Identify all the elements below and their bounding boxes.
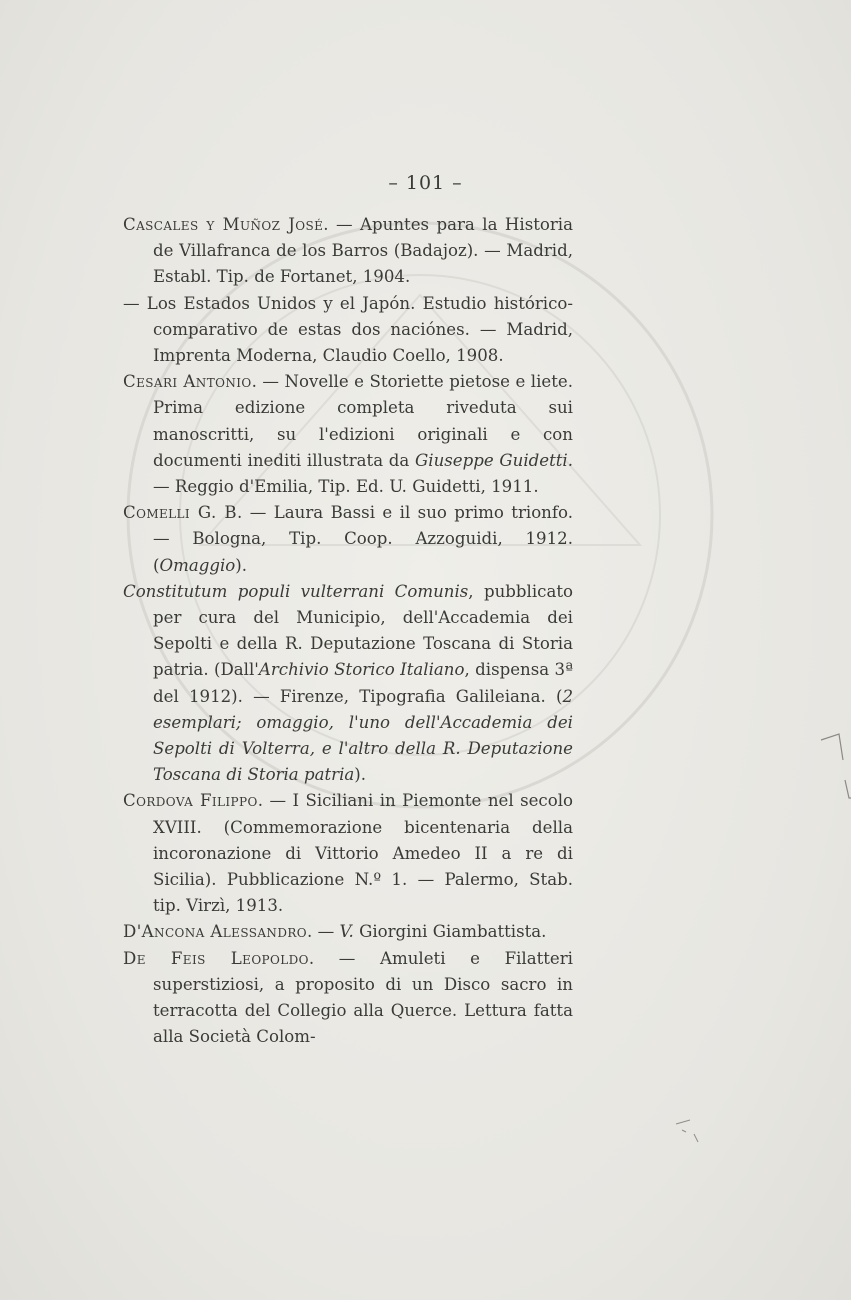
entry-comelli [123, 500, 573, 579]
entry-author: Comelli G. B [123, 503, 238, 523]
entry-note: 2 esemplari; omaggio, l'uno dell'Accademia dei Sepolti di Volterra, e l'altro della R. Deputazione Toscana di Storia patria [153, 686, 573, 785]
entry-italic: V. [339, 922, 354, 942]
bibliography-list [123, 212, 573, 1051]
entry-italic: Archivio Storico Italiano [258, 660, 465, 680]
entry-text: , pubblicato per cura del Municipio, dell'Accademia dei Sepolti e della R. Deputazione Toscana di Storia patria. (Dall' [153, 581, 573, 680]
entry-cesari [123, 369, 573, 500]
entry-italic: Giuseppe Guidetti. [415, 450, 573, 470]
entry-author: D'Ancona Alessandro [123, 922, 308, 942]
entry-title: Constitutum populi vulterrani Comunis [123, 581, 469, 601]
paper-speck [668, 1112, 708, 1152]
entry-text: ). [354, 765, 367, 785]
entry-cordova [123, 788, 573, 919]
margin-mark [815, 720, 851, 810]
entry-constitutum [123, 579, 573, 789]
entry-text: . — [307, 922, 340, 942]
entry-text: . — Laura Bassi e il suo primo trionfo. — Bologna, Tip. Coop. Azzoguidi, 1912. ( [153, 503, 573, 575]
entry-author: De Feis Leopoldo [123, 948, 309, 968]
entry-text: , dispensa 3ª del 1912). — Firenze, Tipografia Galileiana. ( [153, 660, 574, 706]
entry-text: Giorgini Giambattista. [353, 922, 547, 942]
entry-text: . — Amuleti e Filatteri superstiziosi, a proposito di un Disco sacro in terracotta del Collegio alla Querce. Lettura fatta alla Società Colom- [153, 948, 573, 1047]
entry-text: . — Apuntes para la Historia de Villafranca de los Barros (Badajoz). — Madrid, Establ. Tip. de Fortanet, 1904. [153, 215, 573, 287]
entry-cascales-estados-unidos [123, 291, 573, 370]
page-number: – 101 – [388, 172, 463, 194]
entry-author: Cascales y Muñoz José [123, 215, 324, 234]
entry-cascales-apuntes [123, 212, 573, 291]
entry-de-feis [123, 946, 573, 1051]
entry-author: Cordova Filippo [123, 791, 258, 811]
entry-text: . — Novelle e Storiette pietose e liete. Prima edizione completa riveduta sui manoscritti, su l'edizioni originali e con documenti inediti illustrata da [153, 372, 573, 470]
entry-dancona [123, 919, 573, 945]
entry-author: Cesari Antonio [123, 372, 252, 392]
entry-text: . — I Siciliani in Piemonte nel secolo XVIII. (Commemorazione bicentenaria della incoronazione di Vittorio Amedeo II a re di Sicilia). Pubblicazione N.º 1. — Palermo, Stab. tip. Virzì, 1913. [153, 791, 573, 916]
entry-text: ). [235, 555, 248, 575]
entry-text: — Los Estados Unidos y el Japón. Estudio histórico-comparativo de estas dos naciónes. — Madrid, Imprenta Moderna, Claudio Coello, 1908. [123, 293, 573, 366]
entry-text: — Reggio d'Emilia, Tip. Ed. U. Guidetti, 1911. [153, 477, 539, 497]
entry-italic: Omaggio [159, 555, 236, 575]
